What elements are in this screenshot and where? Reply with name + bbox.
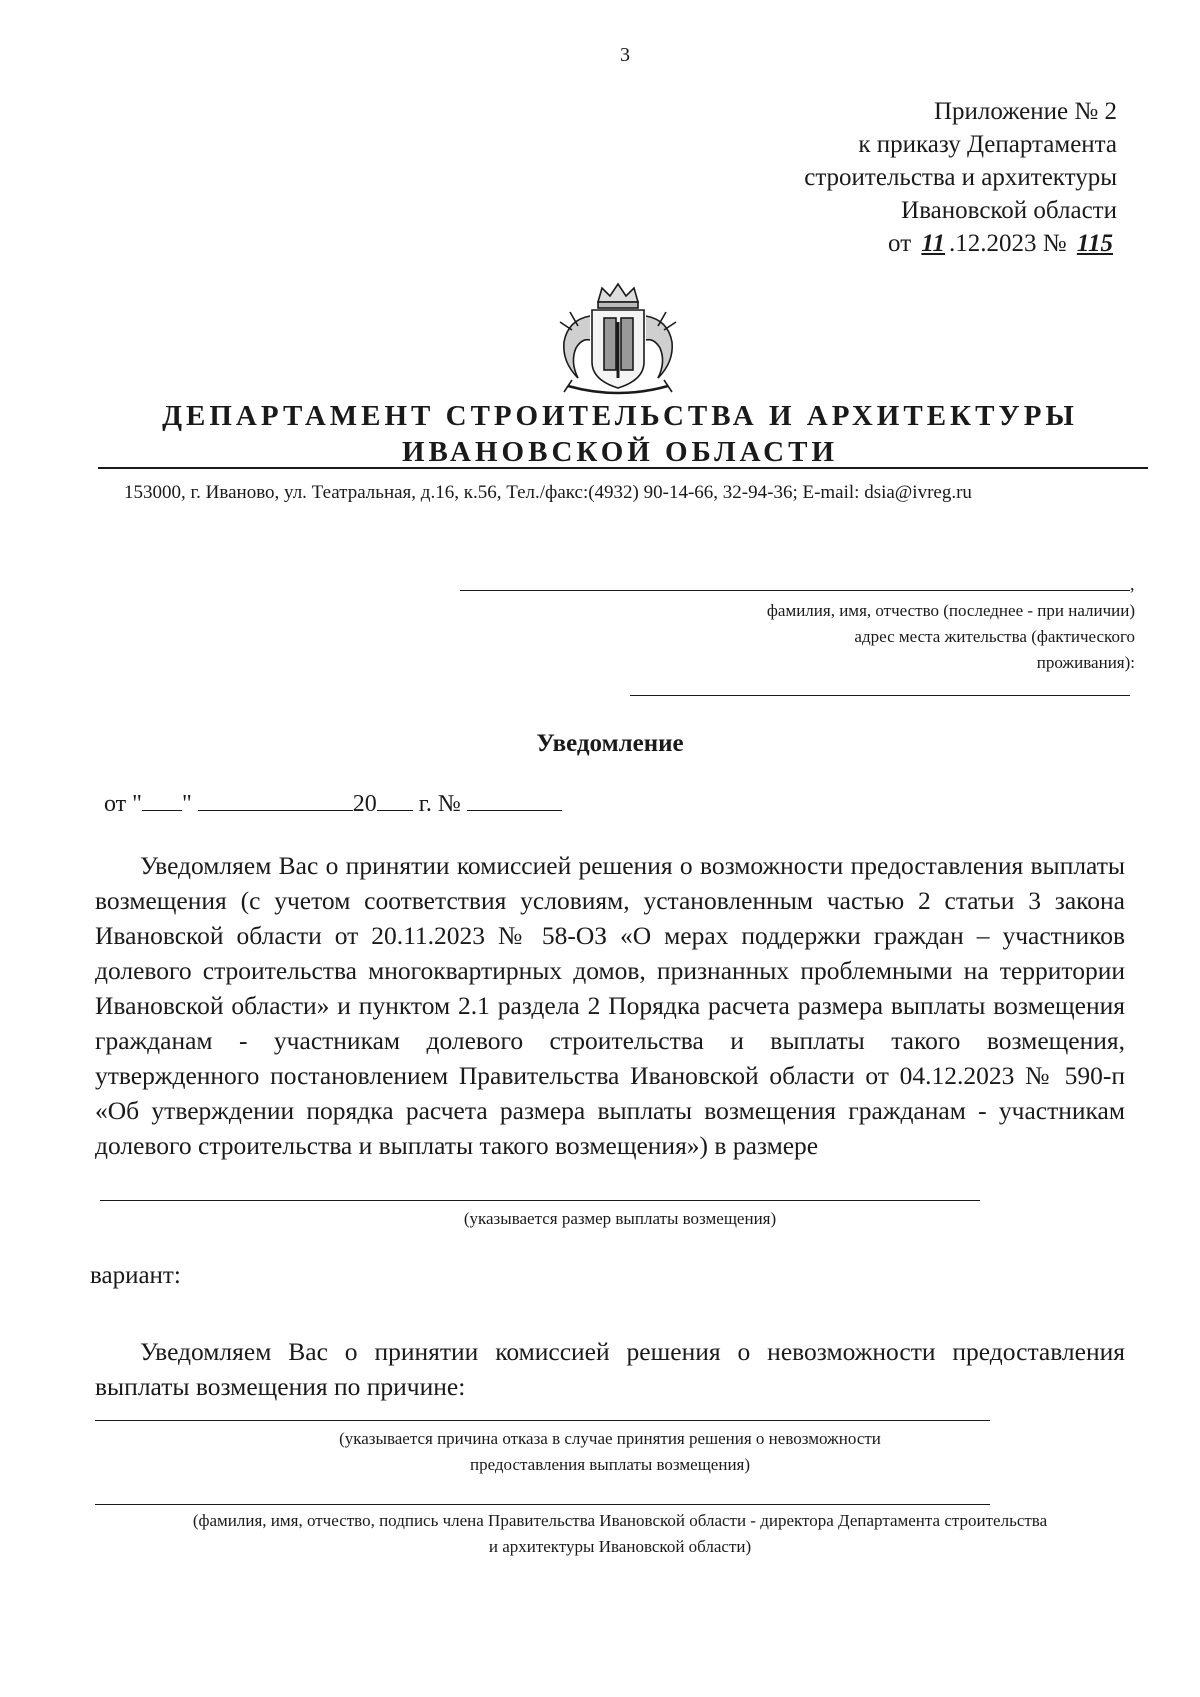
refusal-reason-caption-line-2: предоставления выплаты возмещения) bbox=[469, 1455, 751, 1474]
amount-caption: (указывается размер выплаты возмещения) bbox=[463, 1209, 777, 1228]
appendix-line-3: строительства и архитектуры bbox=[804, 164, 1117, 191]
refusal-reason-line bbox=[95, 1420, 990, 1421]
amount-line bbox=[100, 1200, 980, 1201]
appendix-date-day: 11 bbox=[921, 230, 946, 257]
appendix-header bbox=[804, 95, 1117, 260]
notice-date-row bbox=[104, 788, 562, 818]
notice-date-number-label: г. № bbox=[418, 791, 461, 817]
page-number: 3 bbox=[620, 44, 630, 66]
variant-label: вариант: bbox=[90, 1262, 181, 1289]
notice-number-blank bbox=[467, 788, 562, 811]
signature-caption bbox=[90, 1508, 1150, 1560]
department-divider bbox=[98, 467, 1148, 469]
appendix-line-4: Ивановской области bbox=[901, 197, 1117, 224]
recipient-caption-name: фамилия, имя, отчество (последнее - при наличии) bbox=[766, 601, 1135, 620]
appendix-line-1: Приложение № 2 bbox=[933, 98, 1117, 125]
notice-year-blank bbox=[377, 788, 413, 811]
notice-date-from: от " bbox=[104, 791, 142, 817]
notice-paragraph-refusal-text: Уведомляем Вас о принятии комиссией решения о невозможности предоставления выплаты возмещения по причине: bbox=[95, 1337, 1125, 1401]
notice-paragraph-approval bbox=[95, 848, 1125, 1163]
appendix-date-rest: .12.2023 № bbox=[949, 230, 1067, 257]
recipient-address-line bbox=[630, 695, 1130, 696]
department-title-line-2: ИВАНОВСКОЙ ОБЛАСТИ bbox=[401, 436, 839, 468]
appendix-order-number: 115 bbox=[1076, 230, 1113, 257]
signature-caption-line-2: и архитектуры Ивановской области) bbox=[488, 1537, 752, 1556]
notice-date-year: 20 bbox=[352, 791, 377, 817]
refusal-reason-caption-line-1: (указывается причина отказа в случае принятия решения о невозможности bbox=[339, 1429, 881, 1448]
notice-day-blank bbox=[142, 788, 182, 811]
notice-paragraph-approval-text: Уведомляем Вас о принятии комиссией решения о возможности предоставления выплаты возмещения (с учетом соответствия условиям, установленным частью 2 статьи 3 закона Ивановской области от 20.11.2023 № 58-ОЗ «О мерах поддержки граждан – участников долевого строительства многоквартирных домов, признанных проблемными на территории Ивановской области» и пунктом 2.1 раздела 2 Порядка расчета размера выплаты возмещения гражданам - участникам долевого строительства и выплаты такого возмещения, утвержденного постановлением Правительства Ивановской области от 04.12.2023 № 590-п «Об утверждении порядка расчета размера выплаты возмещения гражданам - участникам долевого строительства и выплаты такого возмещения») в размере bbox=[95, 851, 1125, 1160]
recipient-block bbox=[767, 598, 1135, 676]
refusal-reason-caption bbox=[100, 1426, 1120, 1478]
recipient-name-line bbox=[460, 590, 1130, 591]
notice-date-quote: " bbox=[181, 791, 192, 817]
appendix-line-2: к приказу Департамента bbox=[858, 131, 1117, 158]
recipient-caption-address: адрес места жительства (фактического bbox=[854, 627, 1135, 646]
notice-title: Уведомление bbox=[536, 730, 684, 757]
appendix-date-prefix: от bbox=[888, 230, 912, 257]
appendix-date-line bbox=[804, 227, 1117, 260]
ivanovo-coat-of-arms-icon bbox=[548, 282, 688, 397]
department-title-line-1: ДЕПАРТАМЕНТ СТРОИТЕЛЬСТВА И АРХИТЕКТУРЫ bbox=[162, 400, 1078, 432]
recipient-comma: , bbox=[1130, 574, 1135, 594]
notice-paragraph-refusal bbox=[95, 1334, 1125, 1404]
signature-line bbox=[95, 1504, 990, 1505]
recipient-caption-residence: проживания): bbox=[1036, 653, 1135, 672]
notice-month-blank bbox=[198, 788, 353, 811]
signature-caption-line-1: (фамилия, имя, отчество, подпись члена Правительства Ивановской области - директора Департамента строительства bbox=[192, 1511, 1048, 1530]
department-contacts: 153000, г. Иваново, ул. Театральная, д.16, к.56, Тел./факс:(4932) 90-14-66, 32-94-36; E-mail: dsia@ivreg.ru bbox=[124, 482, 972, 503]
